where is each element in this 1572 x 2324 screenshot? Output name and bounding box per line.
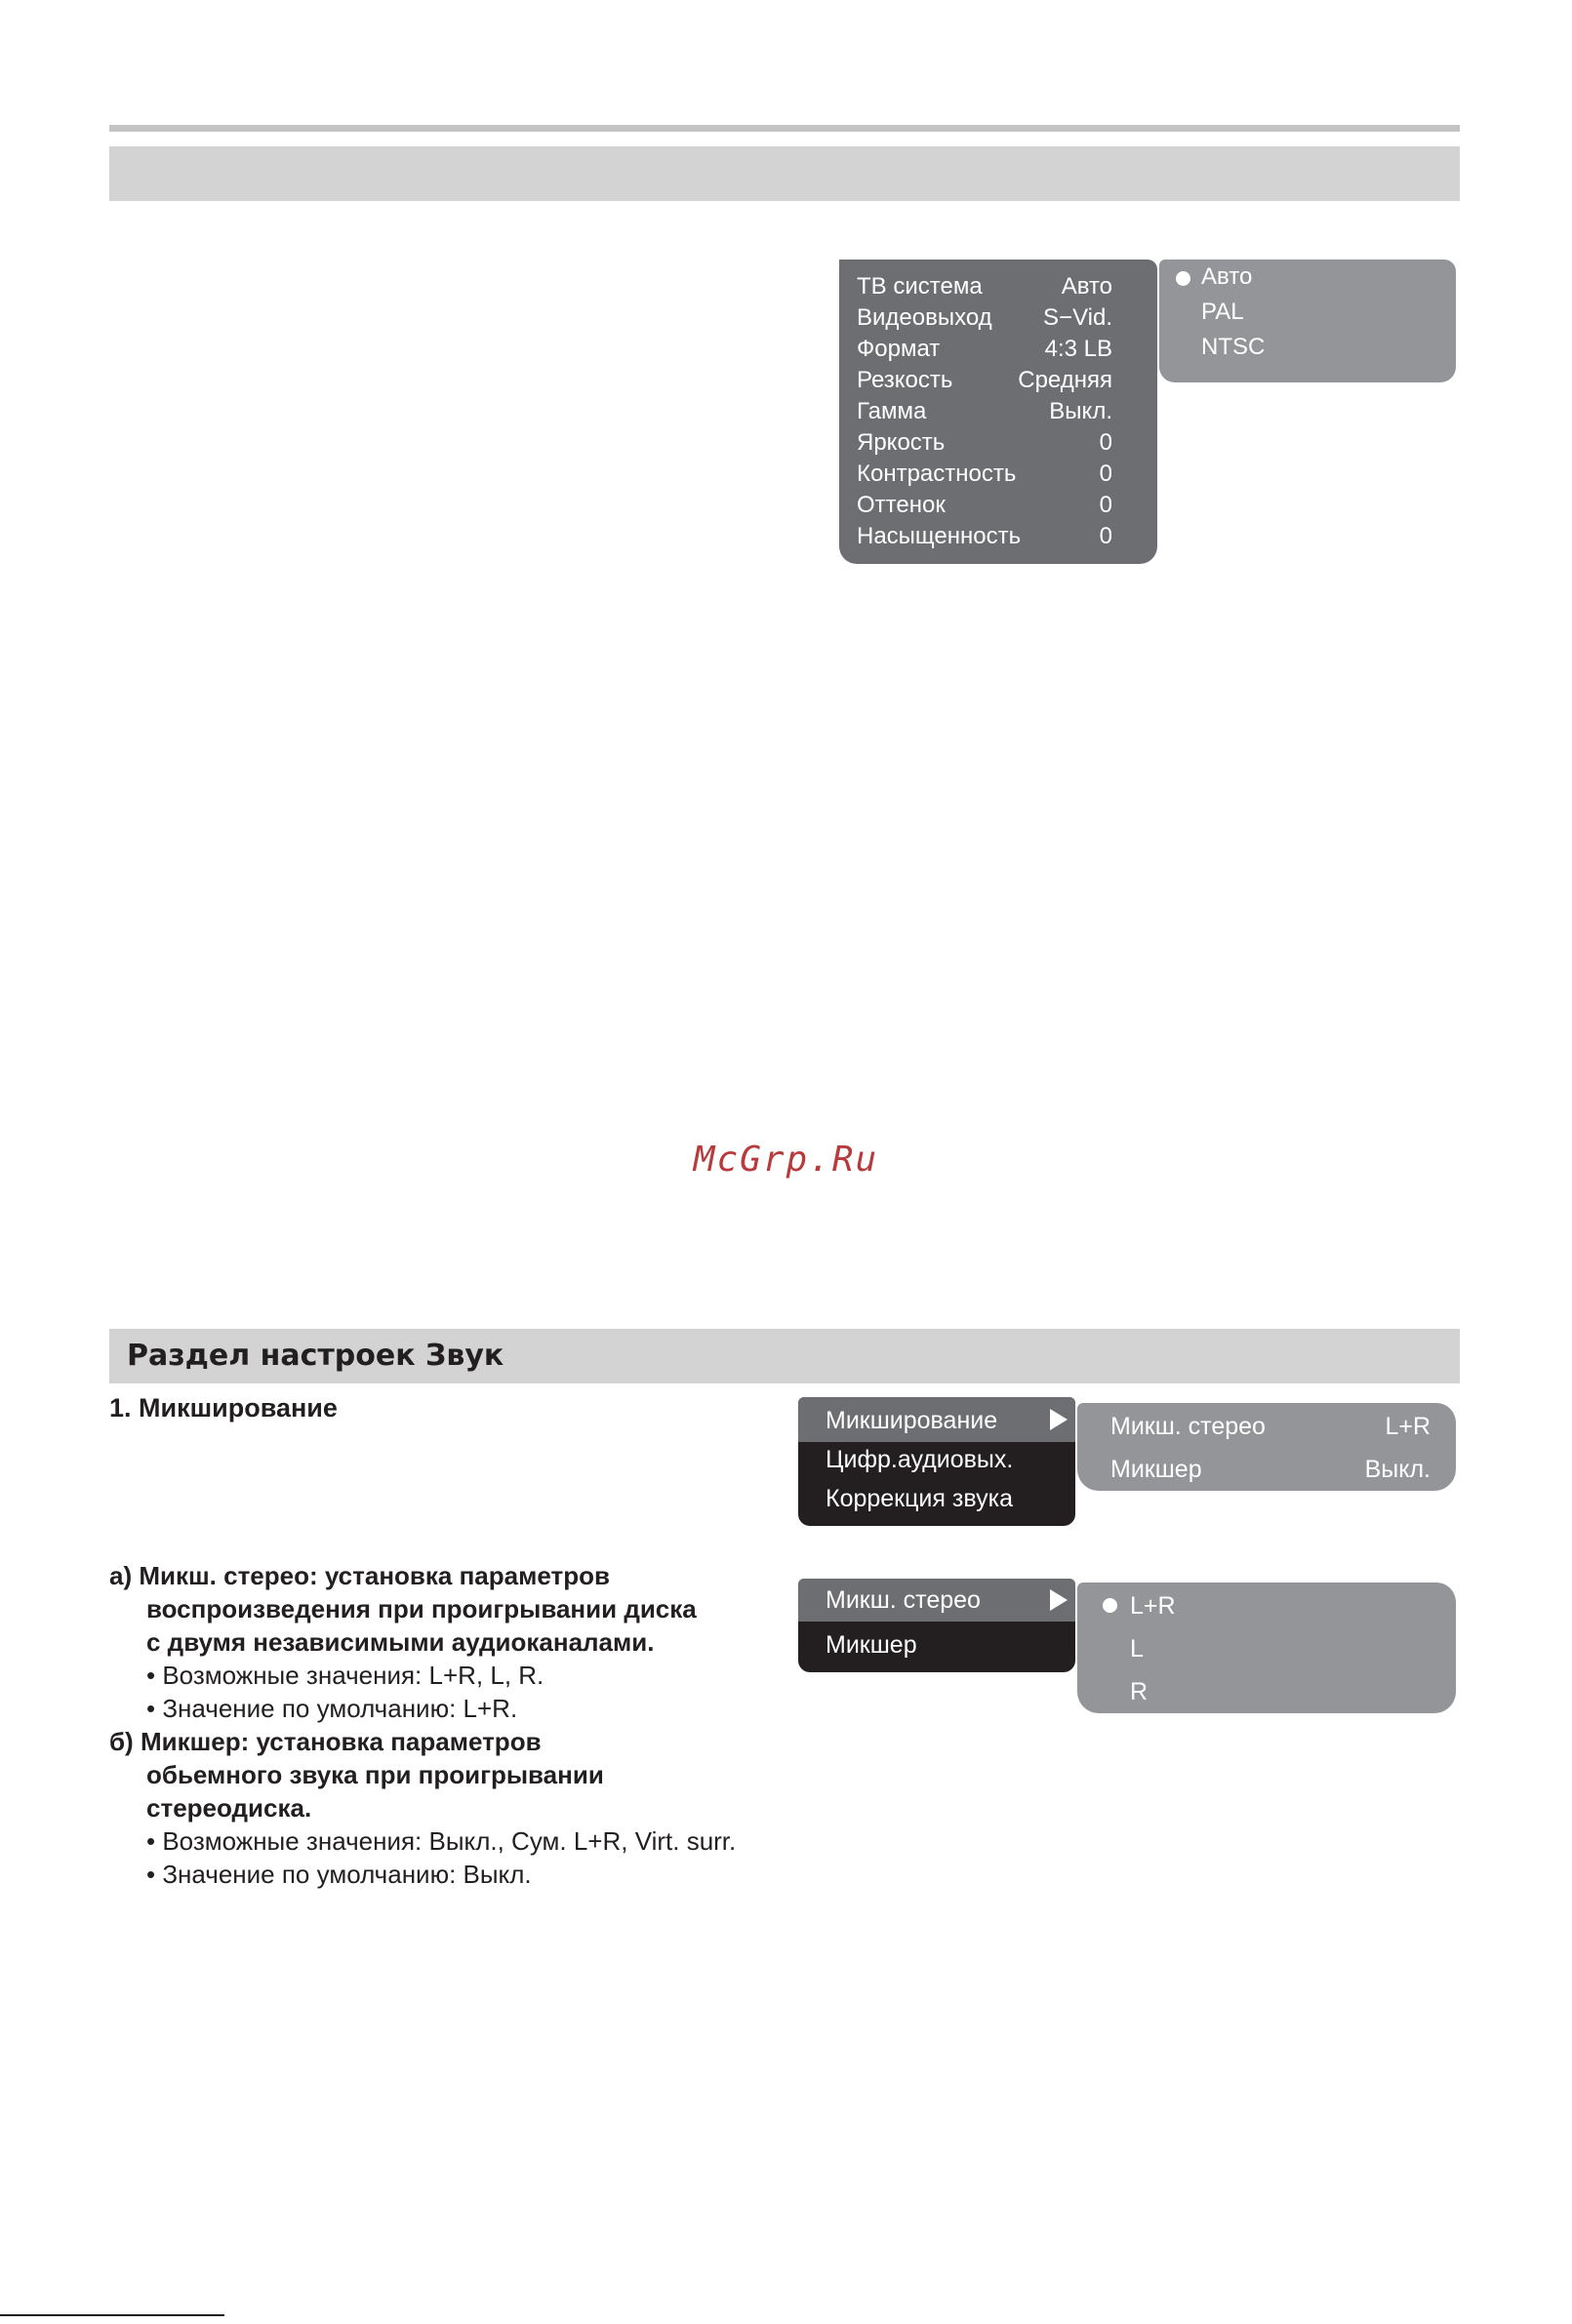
para-b-line: стереодиска.	[146, 1793, 312, 1823]
menu-item-stereo-mix[interactable]: Микш. стерео	[826, 1586, 981, 1614]
tv-system-popup	[1159, 260, 1456, 382]
row-label: Гамма	[857, 398, 927, 424]
row-label: Насыщенность	[857, 523, 1022, 549]
para-a-heading: а) Микш. стерео: установка параметров	[109, 1561, 610, 1590]
row-label: Микшер	[1110, 1456, 1202, 1483]
menu-item-sound-correction[interactable]: Коррекция звука	[826, 1485, 1013, 1512]
menu-row-tv-system[interactable]	[857, 271, 1112, 302]
menu-row-contrast[interactable]	[857, 459, 1112, 490]
menu-row-hue[interactable]	[857, 490, 1112, 521]
option-r[interactable]: R	[1130, 1678, 1149, 1705]
row-label: Контрастность	[857, 461, 1017, 487]
row-label: Яркость	[857, 429, 946, 456]
row-value: Выкл.	[1364, 1456, 1431, 1483]
option-auto[interactable]: Авто	[1201, 263, 1253, 290]
mixing-popup	[1077, 1403, 1456, 1491]
row-value: Выкл.	[1049, 398, 1112, 424]
menu-row-saturation[interactable]	[857, 521, 1112, 552]
stereo-mix-menu	[798, 1579, 1075, 1672]
option-pal[interactable]: PAL	[1201, 299, 1244, 325]
subheading: 1. Микширование	[109, 1393, 338, 1422]
popup-row-mixer[interactable]	[1110, 1450, 1431, 1489]
row-value: Авто	[1061, 273, 1112, 300]
popup-row-stereo-mix[interactable]	[1110, 1407, 1431, 1446]
row-label: Резкость	[857, 367, 953, 393]
bullet-default-value: • Значение по умолчанию: L+R.	[146, 1694, 518, 1723]
para-b-line: обьемного звука при проигрывании	[146, 1760, 604, 1789]
row-label: Микш. стерео	[1110, 1413, 1266, 1440]
selected-dot-icon	[1103, 1598, 1117, 1613]
row-label: ТВ система	[857, 273, 983, 300]
menu-row-gamma[interactable]	[857, 396, 1112, 427]
watermark: McGrp.Ru	[693, 1140, 879, 1180]
row-value: 0	[1099, 429, 1112, 456]
row-value: Средняя	[1018, 367, 1112, 393]
section-title: Раздел настроек Звук	[127, 1339, 504, 1373]
row-label: Видеовыход	[857, 304, 992, 331]
para-a-line: с двумя независимыми аудиоканалами.	[146, 1627, 655, 1657]
para-a-line: воспроизведения при проигрывании диска	[146, 1594, 697, 1623]
row-value: 0	[1099, 492, 1112, 518]
row-label: Оттенок	[857, 492, 946, 518]
selected-dot-icon	[1176, 271, 1190, 286]
channel-popup	[1077, 1583, 1456, 1713]
row-value: 0	[1099, 523, 1112, 549]
video-settings-menu	[839, 260, 1157, 564]
submenu-arrow-icon	[1050, 1409, 1068, 1430]
option-ntsc[interactable]: NTSC	[1201, 334, 1266, 360]
submenu-arrow-icon	[1050, 1589, 1068, 1611]
menu-item-mixing[interactable]: Микширование	[826, 1407, 998, 1434]
menu-row-video-out[interactable]	[857, 302, 1112, 334]
para-b-heading: б) Микшер: установка параметров	[109, 1727, 542, 1756]
menu-row-format[interactable]	[857, 334, 1112, 365]
audio-menu	[798, 1397, 1075, 1526]
option-l[interactable]: L	[1130, 1635, 1144, 1663]
menu-item-mixer[interactable]: Микшер	[826, 1631, 917, 1659]
row-value: L+R	[1385, 1413, 1431, 1440]
option-lr[interactable]: L+R	[1130, 1592, 1176, 1620]
row-value: 0	[1099, 461, 1112, 487]
menu-row-sharpness[interactable]	[857, 365, 1112, 396]
bullet-possible-values: • Возможные значения: L+R, L, R.	[146, 1661, 544, 1690]
row-label: Формат	[857, 336, 941, 362]
bottom-rule	[0, 2314, 224, 2316]
header-band	[109, 146, 1460, 201]
row-value: S−Vid.	[1043, 304, 1112, 331]
menu-item-digital-out[interactable]: Цифр.аудиовых.	[826, 1446, 1014, 1473]
bullet-possible-values: • Возможные значения: Выкл., Сум. L+R, Virt. surr.	[146, 1826, 737, 1856]
top-rule	[109, 125, 1460, 132]
menu-row-brightness[interactable]	[857, 427, 1112, 459]
bullet-default-value: • Значение по умолчанию: Выкл.	[146, 1860, 532, 1889]
row-value: 4:3 LB	[1044, 336, 1112, 362]
